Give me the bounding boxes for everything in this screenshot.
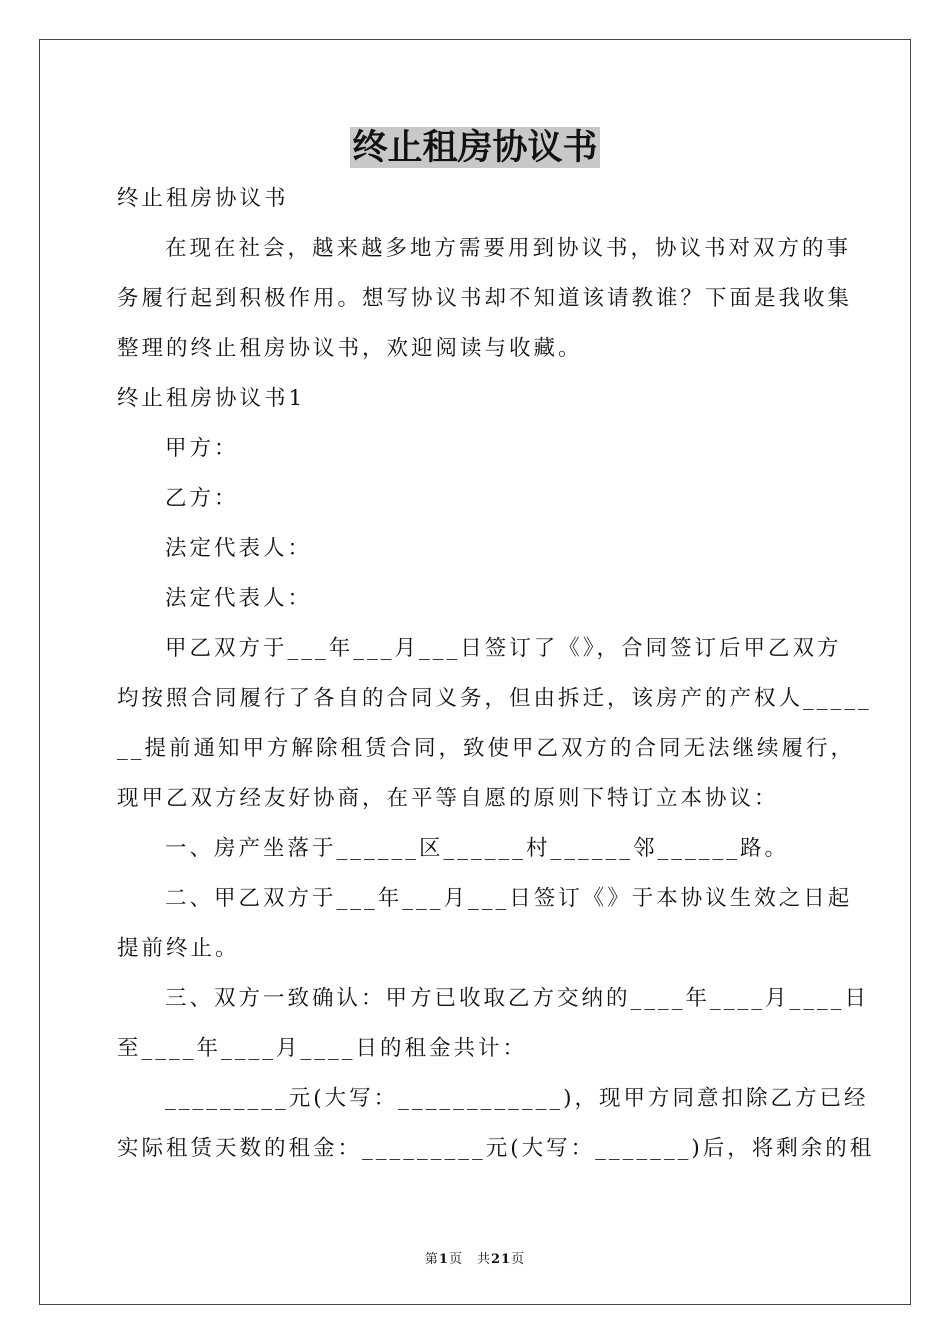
footer-label: 第: [424, 1252, 439, 1267]
party-a-line: 甲方：: [165, 436, 239, 461]
paragraph-line: __提前通知甲方解除租赁合同，致使甲乙双方的合同无法继续履行，: [117, 736, 856, 761]
footer-label: 页 共: [448, 1252, 491, 1267]
paragraph-line: _________元(大写：____________)，现甲方同意扣除乙方已经: [165, 1086, 869, 1111]
paragraph-line: 甲乙双方于___年___月___日签订了《》，合同签订后甲乙双方: [165, 636, 842, 661]
subtitle-line: 终止租房协议书: [117, 186, 289, 211]
clause-3-line: 至____年____月____日的租金共计：: [117, 1036, 528, 1061]
paragraph-line: 在现在社会，越来越多地方需要用到协议书，协议书对双方的事: [165, 236, 852, 261]
footer-label: 页: [511, 1252, 526, 1267]
document-title-text: 终止租房协议书: [352, 127, 598, 168]
paragraph-line: 整理的终止租房协议书，欢迎阅读与收藏。: [117, 336, 583, 361]
total-pages-number: 21: [490, 1252, 512, 1267]
clause-3-line: 三、双方一致确认：甲方已收取乙方交纳的____年____月____日: [165, 986, 870, 1011]
document-title: [0, 126, 950, 170]
paragraph-line: 现甲乙双方经友好协商，在平等自愿的原则下特订立本协议：: [117, 786, 779, 811]
page-border: [39, 39, 911, 1305]
legal-rep-line: 法定代表人：: [165, 536, 313, 561]
clause-2-line: 二、甲乙双方于___年___月___日签订《》于本协议生效之日起: [165, 886, 853, 911]
clause-2-line: 提前终止。: [117, 936, 240, 961]
paragraph-line: 均按照合同履行了各自的合同义务，但由拆迁，该房产的产权人_____: [117, 686, 872, 711]
legal-rep-line: 法定代表人：: [165, 586, 313, 611]
current-page-number: 1: [438, 1252, 449, 1267]
paragraph-line: 实际租赁天数的租金：_________元(大写：_______)后，将剩余的租: [117, 1136, 875, 1161]
clause-1-line: 一、房产坐落于______区______村______邻______路。: [165, 836, 790, 861]
party-b-line: 乙方：: [165, 486, 239, 511]
page-footer: [0, 1248, 950, 1267]
section-heading: 终止租房协议书1: [117, 386, 306, 411]
paragraph-line: 务履行起到积极作用。想写协议书却不知道该请教谁？下面是我收集: [117, 286, 853, 311]
